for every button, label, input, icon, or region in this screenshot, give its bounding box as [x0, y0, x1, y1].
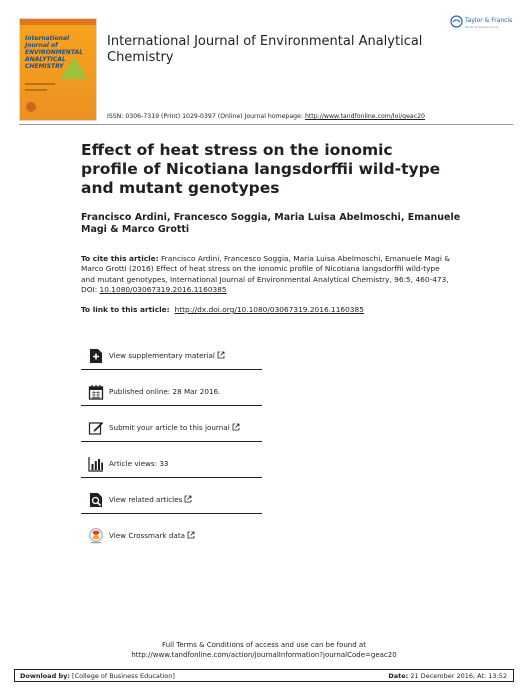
article-authors: Francisco Ardini, Francesco Soggia, Maria Luisa Abelmoschi, Emanuele Magi & Marco Grotti	[81, 212, 461, 235]
external-link-icon	[184, 495, 192, 503]
cite-text: Francisco Ardini, Francesco Soggia, Maria Luisa Abelmoschi, Emanuele Magi & Marco Grotti (2016) Effect of heat stress on the ionomic profile of Nicotiana langsdorffii wild-type and mutant genotypes, International Journal of Environmental Analytical Chemistry, 96:5, 460-473, DOI:	[81, 254, 450, 294]
citation-block	[81, 254, 453, 295]
article-views	[81, 448, 262, 478]
calendar-icon	[88, 384, 104, 400]
journal-title: International Journal of Environmental Analytical Chemistry	[107, 34, 423, 65]
download-by-label: Download by:	[20, 672, 70, 680]
external-link-icon	[187, 531, 195, 539]
journal-homepage-link[interactable]: http://www.tandfonline.com/loi/geac20	[304, 113, 425, 120]
doi-link[interactable]: 10.1080/03067319.2016.1160385	[99, 284, 227, 294]
date-label: Date:	[388, 672, 409, 680]
article-link-line	[81, 305, 453, 315]
link-label: To link to this article:	[81, 305, 173, 314]
submit-article-link[interactable]	[81, 412, 262, 442]
issn-text: ISSN: 0306-7319 (Print) 1029-0397 (Online) Journal homepage:	[107, 113, 305, 120]
published-online	[81, 376, 262, 406]
publisher-logo-icon	[450, 15, 463, 28]
crossmark-label: View Crossmark data	[109, 531, 186, 540]
external-link-icon	[232, 423, 240, 431]
terms-notice	[0, 640, 528, 660]
view-supplementary-material[interactable]	[81, 340, 262, 370]
submit-article-label: Submit your article to this journal	[109, 423, 230, 432]
journal-cover-image	[19, 18, 97, 121]
article-views-label: Article views: 33	[109, 459, 169, 468]
view-related-articles[interactable]	[81, 484, 262, 514]
publisher-name: Taylor & Francis	[465, 17, 513, 24]
cite-label: To cite this article:	[81, 254, 159, 263]
terms-link[interactable]: http://www.tandfonline.com/action/journalInformation?journalCode=geac20	[131, 651, 397, 659]
crossmark-icon	[88, 528, 104, 544]
published-online-label: Published online: 28 Mar 2016.	[109, 387, 221, 396]
download-info-box	[14, 669, 514, 682]
article-url-link[interactable]: http://dx.doi.org/10.1080/03067319.2016.1160385	[174, 305, 364, 314]
cover-title: International Journal of ENVIRONMENTAL ANALYTICAL CHEMISTRY	[25, 35, 83, 70]
issn-line	[107, 113, 425, 120]
publisher-sub: Taylor & Francis Group	[465, 25, 499, 29]
related-articles-label: View related articles	[109, 495, 183, 504]
bar-chart-icon	[88, 456, 104, 472]
header-divider	[19, 124, 513, 125]
date-value: 21 December 2016, At: 13:52	[408, 672, 507, 680]
terms-line-1: Full Terms & Conditions of access and use can be found at	[162, 641, 366, 649]
external-link-icon	[217, 351, 225, 359]
plus-document-icon	[88, 348, 104, 364]
download-by-value: [College of Business Education]	[69, 672, 175, 680]
search-document-icon	[88, 492, 104, 508]
supplementary-label: View supplementary material	[109, 351, 215, 360]
pencil-icon	[88, 420, 104, 436]
publisher-logo	[450, 15, 520, 35]
article-title: Effect of heat stress on the ionomic profile of Nicotiana langsdorffii wild-type and mutant genotypes	[81, 141, 441, 197]
view-crossmark-data[interactable]	[81, 520, 262, 550]
